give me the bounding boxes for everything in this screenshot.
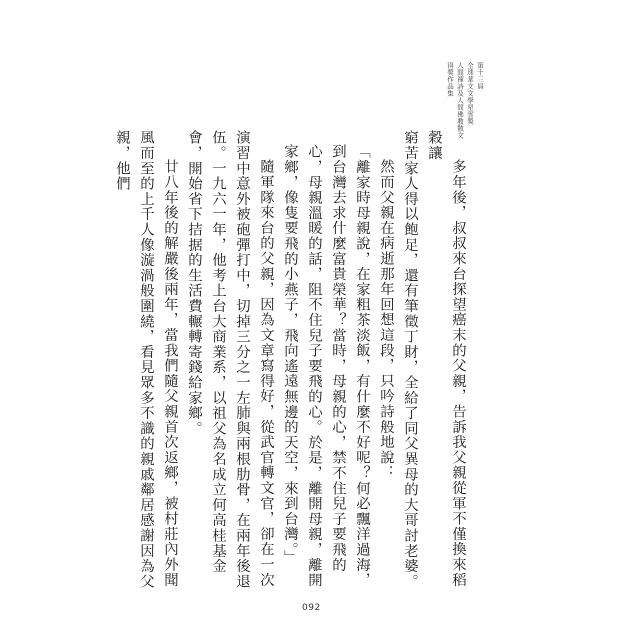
vertical-body-text — [114, 130, 470, 600]
running-header — [446, 62, 484, 139]
quote-paragraph: 「離家時母親說，在家粗茶淡飯，有什麼不好呢？何必飄洋過海，到台灣去求什麼富貴榮華？當時，母親的心，禁不住兒子要飛的心，母親溫暖的話，阻不住兒子要飛的心。於是，離開母親，離開家鄉，像隻要飛的小燕子，飛向遙遠無邊的天空，來到台灣。」 — [282, 144, 370, 589]
header-line: 人間禪詩及人間佛教散文 — [456, 62, 464, 139]
header-line: 得獎作品集 — [446, 62, 454, 97]
paragraph: 然而父親在病逝那年回想這段，只吟詩般地說： — [378, 158, 394, 481]
header-line: 全球華文文學星雲獎 — [466, 62, 474, 125]
paragraph: 隨軍隊來台的父親，因為文章寫得好，從武官轉文官，卻在一次演習中意外被砲彈打中，切掉三分之一左肺與兩根肋骨，在兩年後退伍。一九六一年，他考上台大商業系，以祖父為名成立何高桂基金會，開始省下拮据的生活費輾轉寄錢給家鄉。 — [186, 130, 274, 589]
paragraph: 窮苦家人得以飽足，還有筆徵丁財，全給了同父異母的大哥討老婆。 — [402, 130, 418, 589]
paragraph: 多年後，叔叔來台探望癌末的父親，告訴我父親從軍不僅換來稻穀讓 — [426, 130, 466, 588]
paragraph: 廿八年後的解嚴後兩年，當我們隨父親首次返鄉，被村莊內外聞風而至的上千人像漩渦般圍繞，看見眾多不識的親戚鄰居感謝因為父親，他們 — [114, 130, 178, 589]
header-line: 第十三屆 — [476, 62, 484, 90]
page-number: 092 — [302, 603, 321, 613]
